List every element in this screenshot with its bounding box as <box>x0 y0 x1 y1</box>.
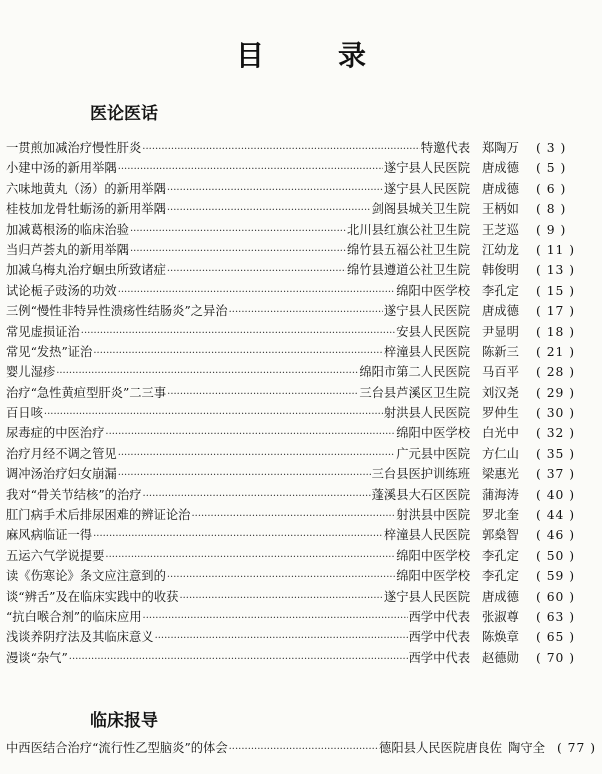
entry-page-number: ( 40 ) <box>536 487 576 502</box>
entry-title: 尿毒症的中医治疗 <box>6 426 105 441</box>
entry-page-number: ( 35 ) <box>536 446 576 461</box>
entry-author: 陈新三 <box>482 344 519 359</box>
toc-entry[interactable] <box>6 342 596 362</box>
entry-title: 婴儿湿疹 <box>6 365 56 380</box>
entry-page-number: ( 70 ) <box>536 650 576 665</box>
entry-title: 常见虚损证治 <box>6 324 80 339</box>
entry-organization: 绵阳市第二人民医院 <box>359 365 470 380</box>
dot-leader <box>167 182 383 196</box>
dot-leader <box>118 284 396 298</box>
entry-author: 尹显明 <box>482 324 519 339</box>
entry-organization: 蓬溪县大石区医院 <box>371 487 470 502</box>
toc-entry[interactable] <box>6 566 596 586</box>
dot-leader <box>167 202 371 216</box>
toc-entry[interactable] <box>6 281 596 301</box>
entry-title: 读《伤寒论》条文应注意到的 <box>6 569 166 584</box>
entry-organization: 梓潼县人民医院 <box>383 344 470 359</box>
entry-organization: 遂宁县人民医院 <box>383 304 470 319</box>
entry-organization: 广元县中医院 <box>396 446 470 461</box>
entry-page-number: ( 63 ) <box>536 609 576 624</box>
entry-title: 五运六气学说提要 <box>6 548 105 563</box>
entry-author: 王柄如 <box>482 202 519 217</box>
toc-entry[interactable] <box>6 525 596 545</box>
entry-page-number: ( 65 ) <box>536 630 576 645</box>
entry-page-number: ( 30 ) <box>536 406 576 421</box>
entry-author: 韩俊明 <box>482 263 519 278</box>
toc-entry[interactable] <box>6 648 596 668</box>
dot-leader <box>81 325 395 339</box>
entry-author: 唐成德 <box>482 161 519 176</box>
entry-organization: 遂宁县人民医院 <box>383 161 470 176</box>
entry-author: 王芝巡 <box>482 222 519 237</box>
entry-author: 赵德勋 <box>482 650 519 665</box>
entry-page-number: ( 29 ) <box>536 385 576 400</box>
entry-author: 罗仲生 <box>482 406 519 421</box>
dot-leader <box>93 528 383 542</box>
entry-title: 一贯煎加减治疗慢性肝炎 <box>6 141 142 155</box>
entry-page-number: ( 32 ) <box>536 426 576 441</box>
entry-author: 方仁山 <box>482 446 519 461</box>
dot-leader <box>229 304 383 318</box>
entry-page-number: ( 8 ) <box>536 202 567 217</box>
entry-title: 三例“慢性非特异性溃疡性结肠炎”之异治 <box>6 304 228 319</box>
entry-title: 试论栀子豉汤的功效 <box>6 283 117 298</box>
entry-page-number: ( 77 ) <box>556 741 596 755</box>
entry-title: 桂枝加龙骨牡蛎汤的新用举隅 <box>6 202 166 217</box>
section-heading-linchuang-baodao: 临床报导 <box>90 711 158 731</box>
entry-title: 中西医结合治疗“流行性乙型脑炎”的体会 <box>6 741 228 755</box>
toc-entry[interactable] <box>6 546 596 566</box>
entry-author: 刘汉尧 <box>482 385 519 400</box>
page-title <box>0 34 602 74</box>
entry-title: 谈“辨舌”及在临床实践中的收获 <box>6 589 179 604</box>
dot-leader <box>130 223 346 237</box>
entry-organization: 德阳县人民医院唐良佐 <box>379 741 503 755</box>
entry-organization: 遂宁县人民医院 <box>383 181 470 196</box>
toc-entry[interactable] <box>6 607 596 627</box>
entry-title: “抗白喉合剂”的临床应用 <box>6 609 142 624</box>
entry-organization: 西学中代表 <box>408 650 470 665</box>
entry-author: 陈焕章 <box>482 630 519 645</box>
entry-organization: 特邀代表 <box>420 141 470 155</box>
entry-organization: 绵阳中医学校 <box>396 283 470 298</box>
dot-leader <box>179 590 382 604</box>
entry-page-number: ( 9 ) <box>536 222 567 237</box>
entry-organization: 三台县芦溪区卫生院 <box>359 385 470 400</box>
entry-organization: 遂宁县人民医院 <box>383 589 470 604</box>
entry-page-number: ( 6 ) <box>536 181 567 196</box>
dot-leader <box>191 508 395 522</box>
toc-entry[interactable] <box>6 199 596 219</box>
entry-page-number: ( 5 ) <box>536 161 567 176</box>
dot-leader <box>155 630 408 644</box>
entry-author: 李孔定 <box>482 569 519 584</box>
entry-page-number: ( 44 ) <box>536 508 576 523</box>
entry-author: 郭燊智 <box>482 528 519 543</box>
entry-title: 我对“骨关节结核”的治疗 <box>6 487 142 502</box>
toc-entry[interactable] <box>6 220 596 240</box>
entry-page-number: ( 18 ) <box>536 324 576 339</box>
entry-page-number: ( 13 ) <box>536 263 576 278</box>
dot-leader <box>167 569 395 583</box>
section-heading-yilun-yihua: 医论医话 <box>90 104 158 124</box>
entry-title: 肛门病手术后排尿困难的辨证论治 <box>6 508 191 523</box>
entry-title: 加减葛根汤的临床治验 <box>6 222 129 237</box>
toc-entry[interactable] <box>6 138 596 158</box>
toc-entry[interactable] <box>6 179 596 199</box>
toc-entry[interactable] <box>6 485 596 505</box>
entry-organization: 北川县红旗公社卫生院 <box>347 222 470 237</box>
entry-organization: 射洪县人民医院 <box>383 406 470 421</box>
entry-author: 罗北奎 <box>482 508 519 523</box>
dot-leader <box>167 386 358 400</box>
entry-organization: 西学中代表 <box>408 609 470 624</box>
entry-title: 治疗月经不调之管见 <box>6 446 117 461</box>
toc-entry[interactable] <box>6 240 596 260</box>
entry-organization: 安县人民医院 <box>396 324 470 339</box>
dot-leader <box>56 365 358 379</box>
toc-entry[interactable] <box>6 464 596 484</box>
entry-title: 小建中汤的新用举隅 <box>6 161 117 176</box>
entry-organization: 剑阁县城关卫生院 <box>371 202 470 217</box>
toc-entry[interactable] <box>6 627 596 647</box>
entry-author: 张淑尊 <box>482 609 519 624</box>
dot-leader <box>105 426 395 440</box>
entry-author: 唐成德 <box>482 589 519 604</box>
dot-leader <box>118 161 383 175</box>
page-title-char-1: 目 <box>235 39 264 72</box>
dot-leader <box>142 141 420 155</box>
toc-list-section-2 <box>6 738 596 758</box>
entry-page-number: ( 11 ) <box>536 242 576 257</box>
toc-entry[interactable] <box>6 301 596 321</box>
entry-author: 唐成德 <box>482 304 519 319</box>
dot-leader <box>130 243 346 257</box>
entry-author: 马百平 <box>482 365 519 380</box>
toc-entry[interactable] <box>6 158 596 178</box>
entry-page-number: ( 21 ) <box>536 344 576 359</box>
toc-entry[interactable] <box>6 260 596 280</box>
entry-page-number: ( 59 ) <box>536 569 576 584</box>
entry-author: 李孔定 <box>482 548 519 563</box>
entry-organization: 三台县医护训练班 <box>371 467 470 482</box>
entry-organization: 西学中代表 <box>408 630 470 645</box>
entry-title: 浅谈养阴疗法及其临床意义 <box>6 630 154 645</box>
toc-entry[interactable] <box>6 505 596 525</box>
page-title-char-2: 录 <box>338 39 367 72</box>
toc-entry[interactable] <box>6 403 596 423</box>
entry-title: 常见“发热”证治 <box>6 344 93 359</box>
dot-leader <box>93 345 383 359</box>
dot-leader <box>44 406 383 420</box>
entry-organization: 绵阳中医学校 <box>396 548 470 563</box>
entry-author: 梁惠光 <box>482 467 519 482</box>
dot-leader <box>143 610 408 624</box>
entry-title: 漫谈“杂气” <box>6 650 68 665</box>
dot-leader <box>229 741 378 755</box>
entry-title: 百日咳 <box>6 406 43 421</box>
dot-leader <box>118 447 396 461</box>
entry-organization: 梓潼县人民医院 <box>383 528 470 543</box>
toc-entry[interactable] <box>6 362 596 382</box>
toc-entry[interactable] <box>6 587 596 607</box>
entry-title: 麻风病临证一得 <box>6 528 93 543</box>
entry-organization: 绵阳中医学校 <box>396 426 470 441</box>
toc-entry[interactable] <box>6 444 596 464</box>
entry-title: 六味地黄丸（汤）的新用举隅 <box>6 181 166 196</box>
entry-page-number: ( 15 ) <box>536 283 576 298</box>
dot-leader <box>143 488 371 502</box>
entry-organization: 射洪县中医院 <box>396 508 470 523</box>
entry-title: 加减乌梅丸治疗蛔虫所致诸症 <box>6 263 166 278</box>
entry-page-number: ( 28 ) <box>536 365 576 380</box>
entry-author: 蒲海涛 <box>482 487 519 502</box>
entry-page-number: ( 17 ) <box>536 304 576 319</box>
dot-leader <box>118 467 371 481</box>
entry-page-number: ( 50 ) <box>536 548 576 563</box>
entry-title: 当归芦荟丸的新用举隅 <box>6 242 129 257</box>
toc-list-section-1 <box>6 138 596 668</box>
entry-title: 调冲汤治疗妇女崩漏 <box>6 467 117 482</box>
entry-author: 郑陶万 <box>482 141 519 155</box>
entry-author: 李孔定 <box>482 283 519 298</box>
entry-organization: 绵竹县遵道公社卫生院 <box>347 263 470 278</box>
entry-author: 唐成德 <box>482 181 519 196</box>
entry-organization: 绵竹县五福公社卫生院 <box>347 242 470 257</box>
entry-page-number: ( 37 ) <box>536 467 576 482</box>
toc-entry[interactable] <box>6 423 596 443</box>
dot-leader <box>167 263 346 277</box>
toc-entry[interactable] <box>6 738 596 758</box>
entry-page-number: ( 3 ) <box>536 141 567 155</box>
entry-page-number: ( 46 ) <box>536 528 576 543</box>
toc-entry[interactable] <box>6 322 596 342</box>
entry-author: 江幼龙 <box>482 242 519 257</box>
dot-leader <box>69 651 408 665</box>
toc-entry[interactable] <box>6 383 596 403</box>
dot-leader <box>105 549 395 563</box>
entry-author: 陶守全 <box>508 741 545 755</box>
entry-title: 治疗“急性黄疸型肝炎”二三事 <box>6 385 167 400</box>
entry-page-number: ( 60 ) <box>536 589 576 604</box>
entry-author: 白光中 <box>482 426 519 441</box>
entry-organization: 绵阳中医学校 <box>396 569 470 584</box>
